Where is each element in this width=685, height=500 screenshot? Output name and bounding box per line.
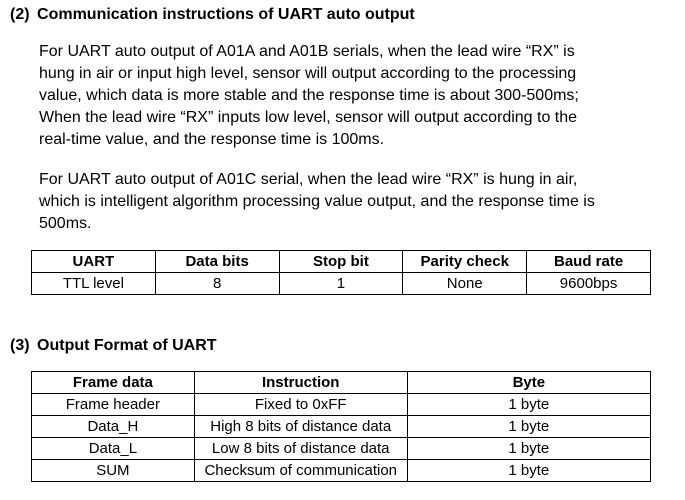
table-header-cell: Baud rate [527, 251, 651, 273]
section-2-number: (2) [10, 6, 30, 23]
table-cell: None [403, 273, 527, 295]
table-header-cell: Parity check [403, 251, 527, 273]
table-row [32, 416, 651, 438]
table-row [32, 394, 651, 416]
section-3-heading [10, 337, 217, 355]
table-cell: Low 8 bits of distance data [194, 438, 407, 460]
uart-auto-output-paragraph-2 [39, 169, 639, 235]
table-header-cell: Instruction [194, 372, 407, 394]
table-cell: High 8 bits of distance data [194, 416, 407, 438]
table-header-cell: Stop bit [279, 251, 403, 273]
paragraph-line: real-time value, and the response time is 100ms. [39, 131, 385, 148]
uart-parameters-table [31, 250, 651, 295]
paragraph-line: value, which data is more stable and the response time is about 300-500ms; [39, 87, 579, 104]
paragraph-line: hung in air or input high level, sensor will output according to the processing [39, 65, 577, 82]
paragraph-line: For UART auto output of A01A and A01B serials, when the lead wire “RX” is [39, 43, 575, 60]
table-cell: Fixed to 0xFF [194, 394, 407, 416]
table-cell: SUM [32, 460, 195, 482]
table-cell: 1 byte [407, 460, 650, 482]
section-2-heading [10, 6, 415, 24]
table-header-cell: Data bits [155, 251, 279, 273]
table-cell: 1 byte [407, 416, 650, 438]
section-3-title: Output Format of UART [37, 337, 217, 354]
section-3-number: (3) [10, 337, 30, 354]
table-cell: 8 [155, 273, 279, 295]
table-row [32, 273, 651, 295]
table-cell: 9600bps [527, 273, 651, 295]
uart-auto-output-paragraph-1 [39, 41, 639, 151]
table-cell: 1 byte [407, 438, 650, 460]
uart-output-format-table [31, 371, 651, 482]
section-2-title: Communication instructions of UART auto output [37, 6, 415, 23]
table-header-cell: UART [32, 251, 156, 273]
table-cell: Data_L [32, 438, 195, 460]
table-header-cell: Byte [407, 372, 650, 394]
paragraph-line: When the lead wire “RX” inputs low level, sensor will output according to the [39, 109, 578, 126]
table-cell: Frame header [32, 394, 195, 416]
table-row [32, 438, 651, 460]
table-cell: Checksum of communication [194, 460, 407, 482]
table-cell: 1 [279, 273, 403, 295]
table-cell: 1 byte [407, 394, 650, 416]
paragraph-line: which is intelligent algorithm processing value output, and the response time is [39, 193, 595, 210]
table-row [32, 460, 651, 482]
table-header-row [32, 251, 651, 273]
table-cell: TTL level [32, 273, 156, 295]
table-cell: Data_H [32, 416, 195, 438]
paragraph-line: For UART auto output of A01C serial, when the lead wire “RX” is hung in air, [39, 171, 578, 188]
table-header-row [32, 372, 651, 394]
table-header-cell: Frame data [32, 372, 195, 394]
paragraph-line: 500ms. [39, 215, 92, 232]
